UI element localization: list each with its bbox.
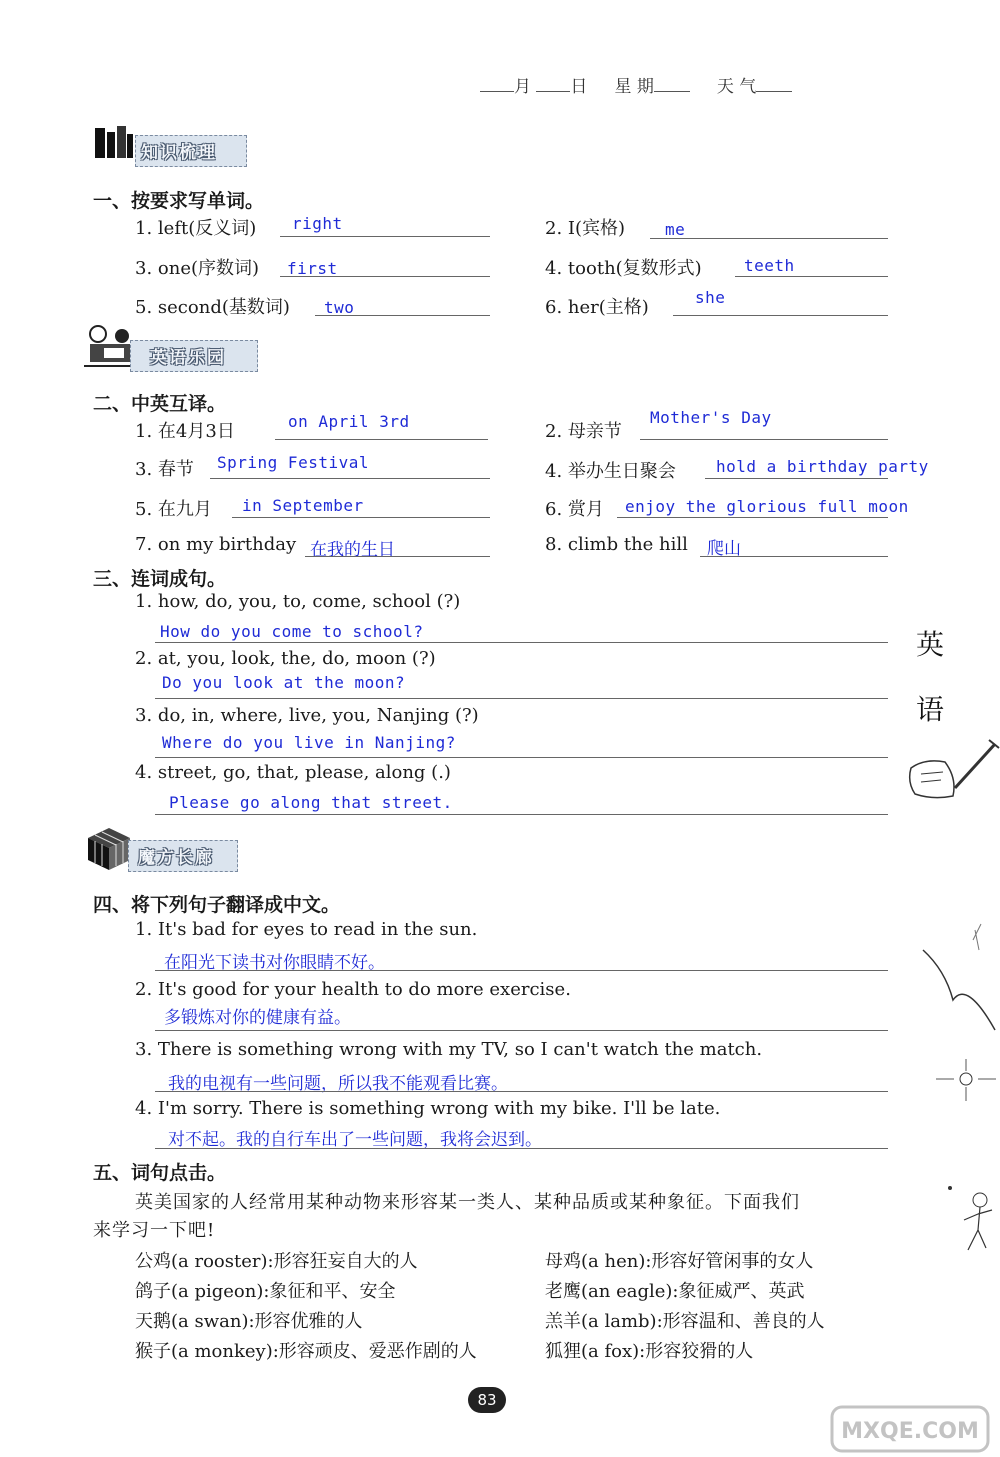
answer: right xyxy=(292,214,343,233)
animal-entry: 猴子(a monkey):形容顽皮、爱恶作剧的人 xyxy=(135,1341,477,1362)
animal-entry: 鸽子(a pigeon):象征和平、安全 xyxy=(135,1281,396,1302)
answer: 在阳光下读书对你眼睛不好。 xyxy=(164,953,385,973)
section3-title: 三、连词成句。 xyxy=(93,568,227,590)
answer: Where do you live in Nanjing? xyxy=(162,733,456,752)
animal-entry: 狐狸(a fox):形容狡猾的人 xyxy=(545,1341,754,1362)
side-label-char2: 语 xyxy=(916,693,945,726)
answer: Mother's Day xyxy=(650,408,772,427)
section2-title: 二、中英互译。 xyxy=(93,393,227,415)
answer: on April 3rd xyxy=(288,412,410,431)
section5-intro-line1: 英美国家的人经常用某种动物来形容某一类人、某种品质或某种象征。下面我们 xyxy=(135,1192,800,1213)
answer: she xyxy=(695,288,726,307)
answer: Do you look at the moon? xyxy=(162,673,406,692)
answer: Spring Festival xyxy=(217,453,369,472)
answer: 在我的生日 xyxy=(310,540,395,560)
answer: Please go along that street. xyxy=(169,793,453,812)
answer: 我的电视有一些问题，所以我不能观看比赛。 xyxy=(168,1074,508,1094)
stick-figure-icon xyxy=(940,1180,1000,1260)
answer: enjoy the glorious full moon xyxy=(625,497,909,516)
animal-entry: 羔羊(a lamb):形容温和、善良的人 xyxy=(545,1311,825,1332)
knowledge-label: 知识梳理 xyxy=(141,143,217,163)
pencil-note-icon xyxy=(905,738,1000,808)
rubiks-cube-icon xyxy=(86,826,132,872)
section4-title: 四、将下列句子翻译成中文。 xyxy=(93,894,341,916)
answer: hold a birthday party xyxy=(716,457,929,476)
section5-intro-line2: 来学习一下吧! xyxy=(93,1220,216,1241)
answer: How do you come to school? xyxy=(160,622,424,641)
smiley-doodle-icon xyxy=(930,1055,1000,1105)
section5-title: 五、词句点击。 xyxy=(93,1162,227,1184)
svg-text:MXQE.COM: MXQE.COM xyxy=(841,1419,979,1444)
book-icon xyxy=(93,122,135,162)
answer: 多锻炼对你的健康有益。 xyxy=(164,1008,351,1028)
sketch-doodle-icon xyxy=(915,920,1000,1040)
animal-entry: 天鹅(a swan):形容优雅的人 xyxy=(135,1311,363,1332)
cube-label: 魔方长廊 xyxy=(138,848,214,868)
answer: 爬山 xyxy=(707,539,741,559)
section1-title: 一、按要求写单词。 xyxy=(93,190,265,212)
animal-entry: 公鸡(a rooster):形容狂妄自大的人 xyxy=(135,1251,418,1272)
answer: in September xyxy=(242,496,364,515)
animal-entry: 母鸡(a hen):形容好管闲事的女人 xyxy=(545,1251,814,1272)
answer: teeth xyxy=(744,256,795,275)
side-label-char1: 英 xyxy=(916,628,945,661)
page-number: 83 xyxy=(468,1387,506,1413)
english-park-label: 英语乐园 xyxy=(150,348,226,368)
answer: two xyxy=(324,298,355,317)
answer: first xyxy=(287,259,338,278)
animal-entry: 老鹰(an eagle):象征威严、英武 xyxy=(545,1281,805,1302)
answer: 对不起。我的自行车出了一些问题，我将会迟到。 xyxy=(168,1130,542,1150)
watermark-logo xyxy=(830,1405,990,1453)
answer: me xyxy=(665,220,686,239)
date-header: 月 日 星 期 天 气 xyxy=(480,72,792,97)
